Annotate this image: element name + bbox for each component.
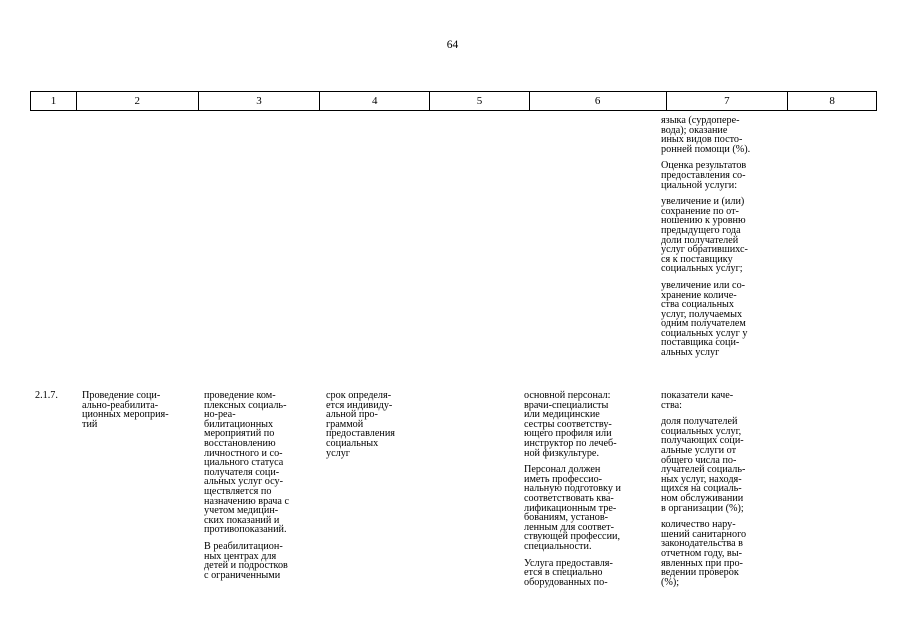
text-line: услуг обратившихс- (661, 244, 748, 256)
text-line: соответствовать ква- (524, 492, 614, 504)
text-line: ся к поставщику (661, 253, 733, 265)
text-line: ронней помощи (%). (661, 143, 751, 155)
text-line: мероприятий по (204, 428, 275, 440)
text-line: ющего профиля или (524, 428, 612, 440)
text-line: языка (сурдопере- (661, 115, 740, 126)
text-line: отчетном году, вы- (661, 547, 742, 559)
text-line: услуг, получаемых (661, 308, 743, 320)
text-line: одним получателем (661, 318, 746, 330)
text-line: получающих соци- (661, 435, 744, 447)
text-line: увеличение или со- (661, 279, 746, 291)
text-line: ствующей профессии, (524, 531, 621, 543)
text-line: сестры соответству- (524, 418, 612, 430)
text-line: ства социальных (661, 299, 734, 311)
text-line: ведении проверок (661, 567, 739, 579)
text-line: альной про- (326, 409, 378, 421)
text-line: назначению врача с (204, 495, 290, 507)
text-line: тий (82, 418, 98, 430)
text-line: сохранение по от- (661, 205, 739, 217)
text-line: получателя соци- (204, 466, 280, 478)
text-line: врачи-специалисты (524, 399, 609, 411)
text-line: билитационных (204, 418, 274, 430)
text-line: поставщика соци- (661, 337, 740, 349)
text-line: предыдущего года (661, 224, 741, 236)
paragraph (661, 391, 777, 410)
text-line: хранение количе- (661, 289, 737, 301)
cell-service-name (82, 391, 198, 429)
text-line: или медицинские (524, 409, 600, 421)
text-line: основной персонал: (524, 390, 611, 401)
text-line: ных услуг, находя- (661, 473, 742, 485)
paragraph (661, 281, 777, 358)
header-col-6: 6 (530, 92, 667, 110)
text-line: иных видов посто- (661, 134, 743, 146)
row-number-text: 2.1.7. (35, 390, 58, 401)
text-line: плексных социаль- (204, 399, 287, 411)
header-col-8: 8 (829, 95, 835, 107)
text-line: социальных услуг, (661, 425, 742, 437)
text-line: ционных мероприя- (82, 409, 169, 421)
text-line: социальных (326, 437, 379, 449)
text-line: инструктор по лечеб- (524, 437, 617, 449)
page-number: 64 (446, 39, 459, 51)
text-line: показатели каче- (661, 390, 734, 401)
text-line: оборудованных по- (524, 576, 608, 588)
paragraph (524, 465, 654, 551)
text-line: лучателей социаль- (661, 464, 746, 476)
text-line: Услуга предоставля- (524, 557, 613, 569)
cell-service-conditions (524, 391, 654, 587)
text-line: учетом медицин- (204, 505, 279, 517)
paragraph (524, 391, 654, 458)
text-line: законодательства в (661, 538, 743, 550)
text-line: с ограниченными (204, 569, 281, 581)
text-line: специальности. (524, 540, 592, 552)
text-line: личностного и со- (204, 447, 283, 459)
text-line: Оценка результатов (661, 160, 747, 172)
text-line: циальной услуги: (661, 179, 738, 191)
text-line: щихся на социаль- (661, 483, 742, 495)
text-line: но-реа- (204, 409, 236, 421)
cell-quality-indicators (661, 391, 777, 587)
text-line: социальных услуг у (661, 327, 748, 339)
text-line: альных услуг осу- (204, 476, 284, 488)
text-line: бованиям, установ- (524, 512, 609, 524)
text-line: срок определя- (326, 390, 392, 401)
paragraph (661, 417, 777, 513)
header-col-7: 7 (667, 92, 789, 110)
header-col-5: 5 (430, 92, 530, 110)
paragraph (661, 520, 777, 587)
header-col-4: 4 (320, 92, 430, 110)
paragraph (204, 542, 320, 580)
paragraph (661, 161, 777, 190)
header-col-1: 1 (31, 92, 77, 110)
text-line: ношению к уровню (661, 215, 746, 227)
text-line: предоставления (326, 428, 395, 440)
text-line: количество нару- (661, 519, 736, 531)
text-line: В реабилитацион- (204, 540, 283, 552)
text-line: ских показаний и (204, 514, 280, 526)
header-col-2: 2 (77, 92, 199, 110)
text-line: ной физкультуре. (524, 447, 599, 459)
text-line: ства: (661, 399, 683, 411)
text-line: социальных услуг; (661, 263, 743, 275)
text-line: восстановлению (204, 437, 276, 449)
text-line: ществляется по (204, 485, 272, 497)
text-line: ных центрах для (204, 550, 277, 562)
text-line: доли получателей (661, 234, 739, 246)
text-line: увеличение и (или) (661, 196, 745, 208)
text-line: вода); оказание (661, 124, 728, 136)
text-line: альных услуг (661, 347, 720, 359)
text-line: противопоказаний. (204, 524, 287, 536)
paragraph (82, 391, 198, 429)
text-line: лификационным тре- (524, 502, 617, 514)
text-line: явленных при про- (661, 557, 743, 569)
text-line: ном обслуживании (661, 492, 744, 504)
header-col-3: 3 (199, 92, 321, 110)
text-line: ально-реабилита- (82, 399, 159, 411)
text-line: (%); (661, 576, 680, 588)
text-line: ленным для соответ- (524, 521, 614, 533)
text-line: ется в специально (524, 567, 603, 579)
text-line: ется индивиду- (326, 399, 393, 411)
text-line: Персонал должен (524, 464, 601, 476)
text-line: проведение ком- (204, 390, 276, 401)
text-line: Проведение соци- (82, 390, 161, 401)
text-line: граммой (326, 418, 364, 430)
text-line: общего числа по- (661, 454, 737, 466)
text-line: доля получателей (661, 416, 738, 428)
text-line: шений санитарного (661, 528, 747, 540)
paragraph (204, 391, 320, 535)
paragraph (661, 197, 777, 274)
text-line: предоставления со- (661, 169, 746, 181)
text-line: нальную подготовку и (524, 483, 621, 495)
cell-service-term (326, 391, 420, 458)
table-header-row (30, 91, 877, 111)
paragraph (661, 116, 777, 154)
text-line: альные услуги от (661, 444, 737, 456)
text-line: детей и подростков (204, 560, 288, 572)
paragraph (326, 391, 420, 458)
text-line: иметь профессио- (524, 473, 603, 485)
text-line: услуг (326, 447, 350, 459)
text-line: в организации (%); (661, 502, 744, 514)
cell-row-number (35, 391, 75, 401)
cell-service-description (204, 391, 320, 580)
paragraph (524, 559, 654, 588)
text-line: циального статуса (204, 457, 284, 469)
cell-col7-continuation (661, 116, 777, 358)
